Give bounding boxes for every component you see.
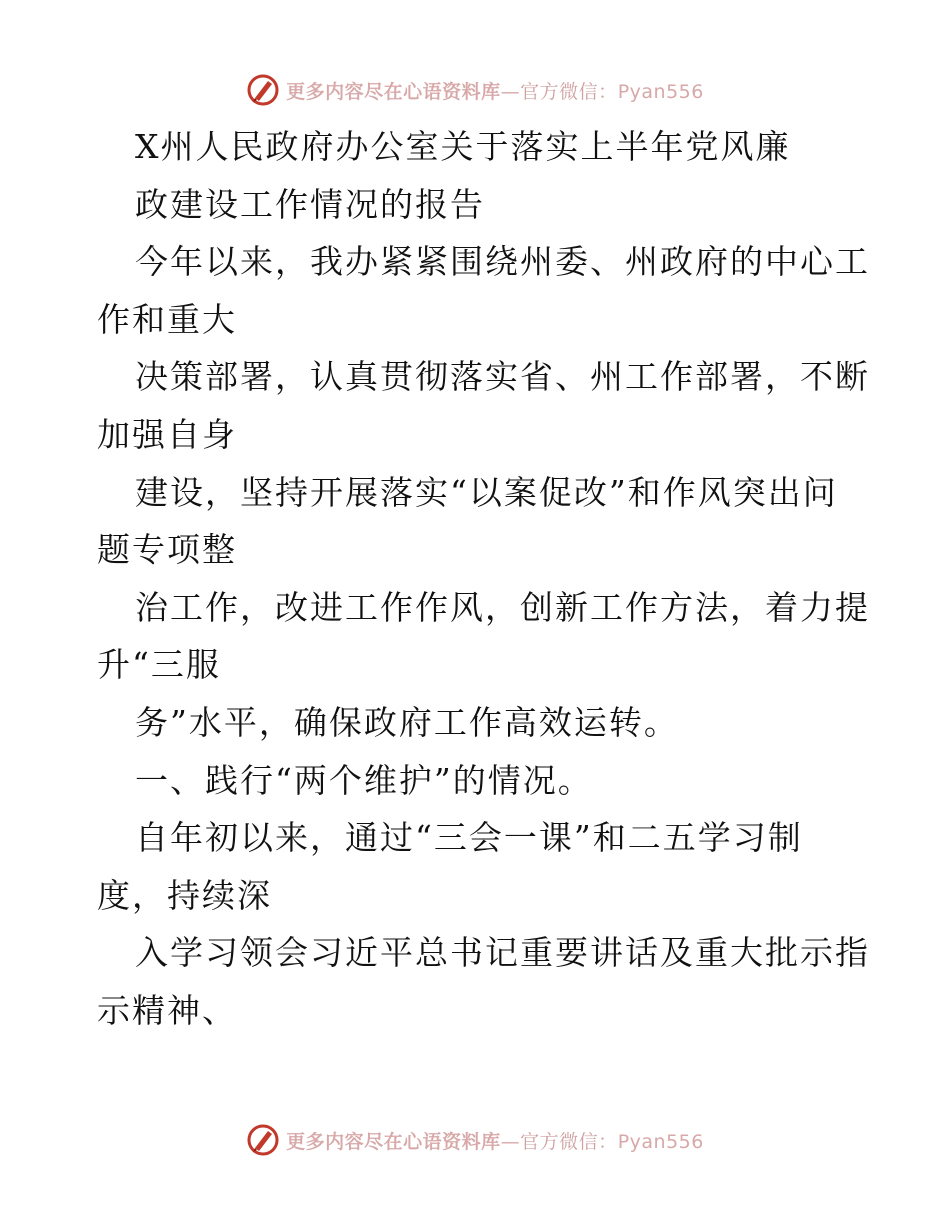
header-banner bbox=[0, 70, 950, 110]
document-line: 升“三服 bbox=[97, 645, 221, 685]
document-line: 今年以来，我办紧紧围绕州委、州政府的中心工 bbox=[135, 242, 870, 282]
document-line: 一、践行“两个维护”的情况。 bbox=[135, 760, 593, 800]
document-line: 题专项整 bbox=[97, 530, 237, 570]
document-line: 政建设工作情况的报告 bbox=[135, 184, 485, 224]
pen-logo-icon bbox=[246, 1123, 280, 1157]
document-line: 示精神、 bbox=[97, 990, 237, 1030]
document-line: 决策部署，认真贯彻落实省、州工作部署，不断 bbox=[135, 357, 870, 397]
banner-text: 更多内容尽在心语资料库—官方微信：Pyan556 bbox=[286, 80, 704, 103]
document-line: 度，持续深 bbox=[97, 875, 272, 915]
document-line: 自年初以来，通过“三会一课”和二五学习制 bbox=[135, 818, 803, 858]
footer-banner bbox=[0, 1120, 950, 1160]
document-line: 加强自身 bbox=[97, 414, 237, 454]
banner-text: 更多内容尽在心语资料库—官方微信：Pyan556 bbox=[286, 1130, 704, 1153]
document-body bbox=[97, 118, 870, 1040]
document-line: 建设，坚持开展落实“以案促改”和作风突出问 bbox=[135, 472, 838, 512]
document-line: 务”水平，确保政府工作高效运转。 bbox=[135, 702, 679, 742]
document-line: 作和重大 bbox=[97, 299, 237, 339]
document-line: 入学习领会习近平总书记重要讲话及重大批示指 bbox=[135, 933, 870, 973]
document-line: X州人民政府办公室关于落实上半年党风廉 bbox=[135, 127, 791, 166]
document-line: 治工作，改进工作作风，创新工作方法，着力提 bbox=[135, 587, 870, 627]
pen-logo-icon bbox=[246, 73, 280, 107]
